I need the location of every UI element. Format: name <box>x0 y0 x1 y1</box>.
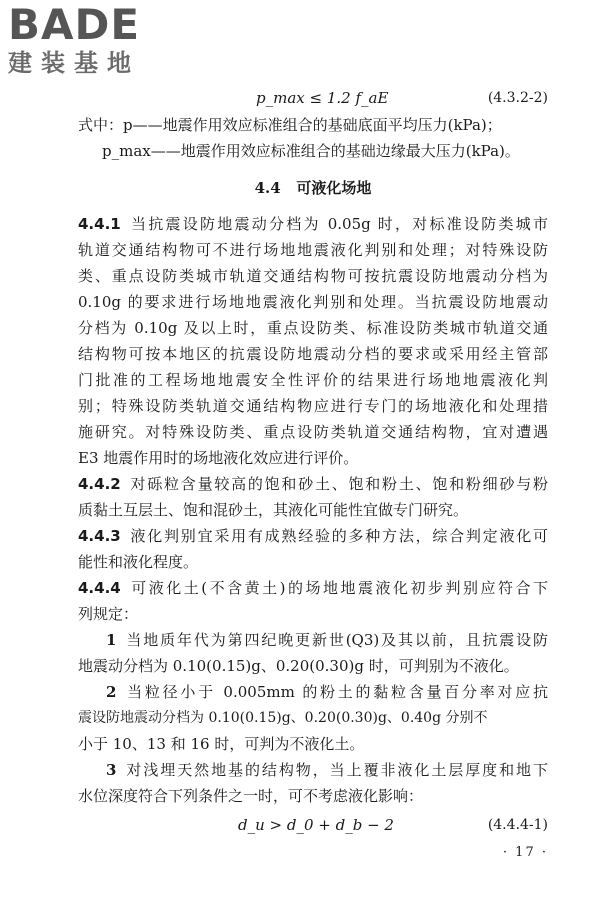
clause-line: 轨道交通结构物可不进行场地地震液化判别和处理；对特殊设防 <box>78 241 548 259</box>
section-title: 可液化场地 <box>296 179 372 197</box>
clause-line: 分档为 0.10g 及以上时，重点设防类、标准设防类城市轨道交通 <box>78 319 548 337</box>
clause-line: 4.4.4 可液化土(不含黄土)的场地地震液化初步判别应符合下 <box>78 579 548 597</box>
where-line: p_max——地震作用效应标准组合的基础边缘最大压力(kPa)。 <box>102 142 520 160</box>
item-line: 1 当地质年代为第四纪晚更新世(Q3)及其以前，且抗震设防 <box>106 631 548 649</box>
clause-line: 门批准的工程场地地震安全性评价的结果进行场地地震液化判 <box>78 371 548 389</box>
clause-line: 能性和液化程度。 <box>78 553 199 571</box>
equation-top-number: (4.3.2-2) <box>487 90 548 106</box>
logo-subtitle: 建装基地 <box>8 49 140 77</box>
clause-line: 4.4.2 对砾粒含量较高的饱和砂土、饱和粉土、饱和粉细砂与粉 <box>78 475 548 493</box>
item-line: 小于 10、13 和 16 时，可判为不液化土。 <box>78 735 365 753</box>
section-number: 4.4 <box>254 179 281 197</box>
clause-line: 结构物可按本地区的抗震设防地震动分档的要求或采用经主管部 <box>78 345 548 363</box>
item-line: 水位深度符合下列条件之一时，可不考虑液化影响： <box>78 787 424 805</box>
equation-bottom: d_u > d_0 + d_b − 2 <box>238 816 394 834</box>
clause-line: 质黏土互层土、饱和混砂土，其液化可能性宜做专门研究。 <box>78 501 469 519</box>
clause-line: 列规定： <box>78 605 139 623</box>
clause-line: E3 地震作用时的场地液化效应进行评价。 <box>78 449 359 467</box>
clause-number: 4.4.3 <box>78 527 121 545</box>
page-number: · 17 · <box>502 845 548 860</box>
item-number: 2 <box>106 683 117 701</box>
where-line: 式中：p——地震作用效应标准组合的基础底面平均压力(kPa)； <box>78 116 502 134</box>
logo-wordmark: BADE <box>8 0 141 49</box>
equation-bottom-number: (4.4.4-1) <box>487 817 548 833</box>
item-line: 3 对浅埋天然地基的结构物，当上覆非液化土层厚度和地下 <box>106 761 548 779</box>
clause-number: 4.4.2 <box>78 475 121 493</box>
item-number: 1 <box>106 631 117 649</box>
section-heading <box>78 178 548 198</box>
clause-line: 别；特殊设防类轨道交通结构物应进行专门的场地液化和处理措 <box>78 397 548 415</box>
clause-line: 0.10g 的要求进行场地地震液化判别和处理。当抗震设防地震动 <box>78 293 548 311</box>
clause-line: 类、重点设防类城市轨道交通结构物可按抗震设防地震动分档为 <box>78 267 548 285</box>
item-line: 震设防地震动分档为 0.10(0.15)g、0.20(0.30)g、0.40g 分别不 <box>78 710 488 726</box>
clause-number: 4.4.4 <box>78 579 121 597</box>
equation-top: p_max ≤ 1.2 f_aE <box>256 89 389 107</box>
clause-line: 4.4.3 液化判别宜采用有成熟经验的多种方法，综合判定液化可 <box>78 527 548 545</box>
clause-number: 4.4.1 <box>78 215 121 233</box>
item-line: 地震动分档为 0.10(0.15)g、0.20(0.30)g 时，可判别为不液化。 <box>78 657 519 675</box>
item-number: 3 <box>106 761 117 779</box>
clause-line: 施研究。对特殊设防类、重点设防类轨道交通结构物，宜对遭遇 <box>78 423 548 441</box>
item-line: 2 当粒径小于 0.005mm 的粉土的黏粒含量百分率对应抗 <box>106 683 548 701</box>
clause-line: 4.4.1 当抗震设防地震动分档为 0.05g 时，对标准设防类城市 <box>78 215 548 233</box>
logo <box>8 2 178 78</box>
